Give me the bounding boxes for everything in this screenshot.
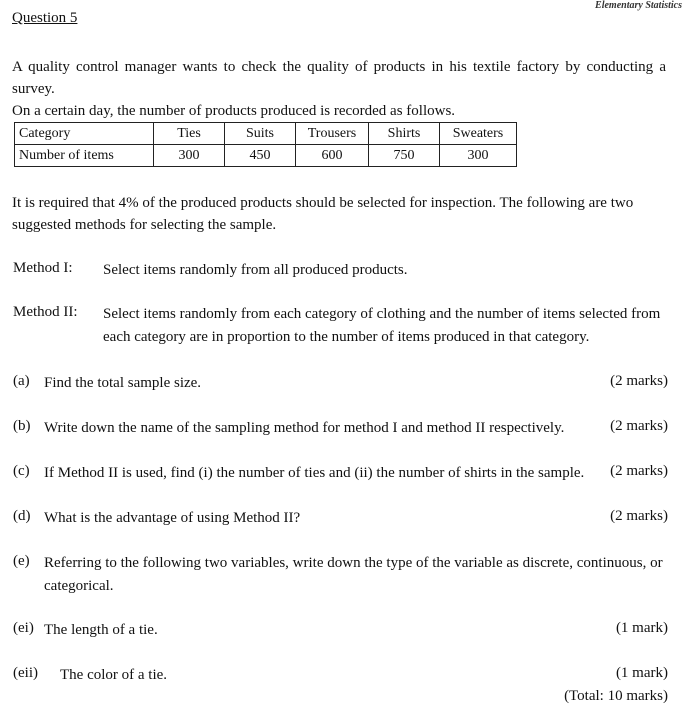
part-c-marks: (2 marks) xyxy=(610,463,668,479)
table-cell: Suits xyxy=(225,123,296,145)
part-ei-label: (ei) xyxy=(13,620,34,636)
page-header: Elementary Statistics xyxy=(595,0,682,11)
table-cell: Number of items xyxy=(15,145,154,167)
method-line: Select items randomly from all produced products. xyxy=(103,262,408,278)
method-2-label: Method II: xyxy=(13,304,78,320)
part-d-marks: (2 marks) xyxy=(610,508,668,524)
part-b-label: (b) xyxy=(13,418,31,434)
part-eii-marks: (1 mark) xyxy=(615,665,668,681)
table-cell: Category xyxy=(15,123,154,145)
part-b-text: Write down the name of the sampling method for method I and method II respectively. xyxy=(44,420,565,436)
part-c-label: (c) xyxy=(13,463,30,479)
part-e-label: (e) xyxy=(13,553,30,569)
part-ei-marks: (1 mark) xyxy=(615,620,668,636)
part-e-line: Referring to the following two variables, write down the type of the variable as discrete, continuous, or xyxy=(44,555,663,571)
products-table xyxy=(14,122,517,167)
part-d-text: What is the advantage of using Method II? xyxy=(44,510,301,526)
total-marks: (Total: 10 marks) xyxy=(564,688,668,704)
table-cell: Shirts xyxy=(369,123,440,145)
table-cell: Trousers xyxy=(296,123,369,145)
part-eii-text: The color of a tie. xyxy=(60,667,168,683)
table-row xyxy=(15,145,517,167)
method-line: each category are in proportion to the number of items produced in that category. xyxy=(103,329,590,345)
requirement-line: It is required that 4% of the produced products should be selected for inspection. The following are two xyxy=(12,195,634,211)
requirement-paragraph xyxy=(12,192,668,236)
part-a-text: Find the total sample size. xyxy=(44,375,202,391)
method-2-text xyxy=(103,303,660,349)
table-cell: Ties xyxy=(154,123,225,145)
part-c-text: If Method II is used, find (i) the number of ties and (ii) the number of shirts in the sample. xyxy=(44,465,585,481)
table-cell: 600 xyxy=(296,145,369,167)
part-b-marks: (2 marks) xyxy=(610,418,668,434)
part-d-label: (d) xyxy=(13,508,31,524)
method-1-text xyxy=(103,259,408,282)
table-cell: 450 xyxy=(225,145,296,167)
part-a-marks: (2 marks) xyxy=(610,373,668,389)
table-cell: 300 xyxy=(154,145,225,167)
method-1-label: Method I: xyxy=(13,260,73,276)
intro-paragraph xyxy=(12,56,666,122)
part-eii-label: (eii) xyxy=(13,665,38,681)
table-header-row xyxy=(15,123,517,145)
table-cell: Sweaters xyxy=(440,123,517,145)
part-ei-text: The length of a tie. xyxy=(44,622,158,638)
table-cell: 300 xyxy=(440,145,517,167)
question-title: Question 5 xyxy=(12,10,78,26)
part-a-label: (a) xyxy=(13,373,30,389)
part-e-line: categorical. xyxy=(44,578,114,594)
part-e-text xyxy=(44,552,663,598)
method-line: Select items randomly from each category of clothing and the number of items selected from xyxy=(103,306,661,322)
intro-line: On a certain day, the number of products produced is recorded as follows. xyxy=(12,103,456,119)
intro-line: A quality control manager wants to check the quality of products in his textile factory by conducting a survey. xyxy=(12,59,666,97)
requirement-line: suggested methods for selecting the sample. xyxy=(12,217,277,233)
table-cell: 750 xyxy=(369,145,440,167)
